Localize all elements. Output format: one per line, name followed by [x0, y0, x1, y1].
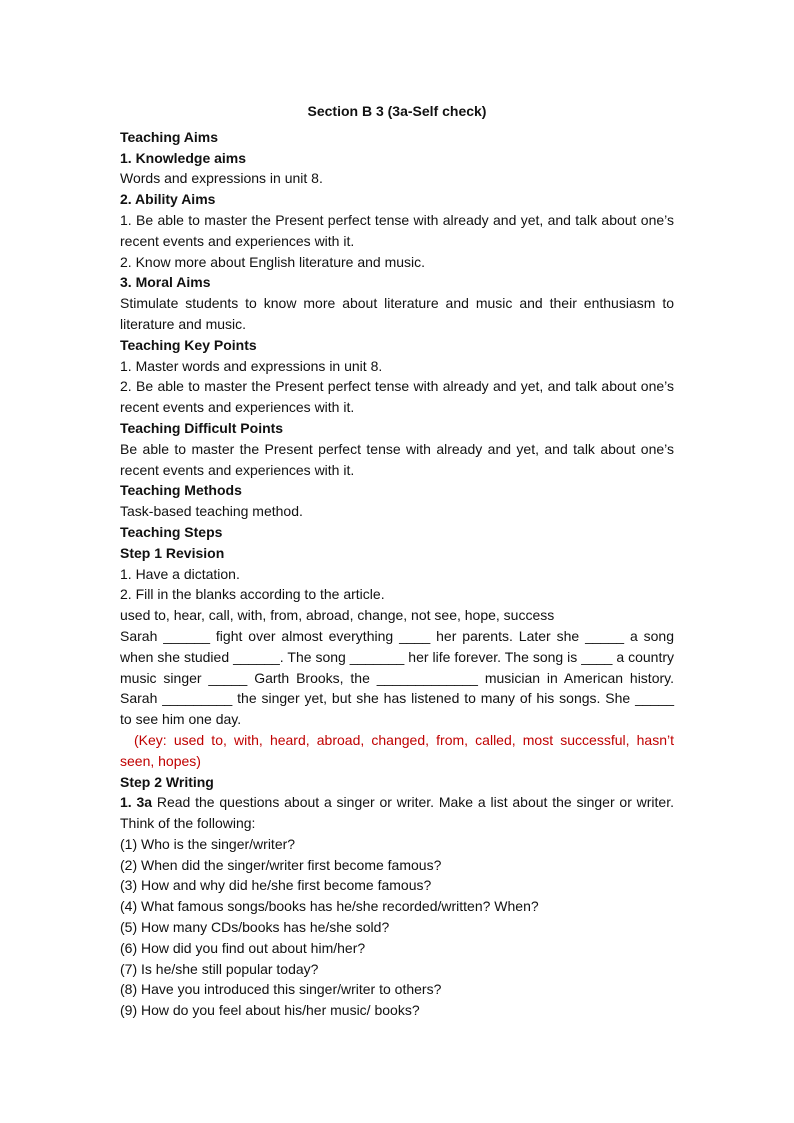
question-2: (2) When did the singer/writer first become famous?: [120, 856, 442, 873]
document-title: Section B 3 (3a-Self check): [307, 103, 487, 119]
answer-key: (Key: used to, with, heard, abroad, changed, from, called, most successful, hasn’t seen, hopes): [120, 731, 674, 769]
difficult-points-heading: Teaching Difficult Points: [120, 419, 284, 436]
step1-item-1: 1. Have a dictation.: [120, 565, 240, 582]
step2-intro: [120, 792, 674, 834]
fill-in-passage: Sarah ______ fight over almost everything ____ her parents. Later she _____ a song when she studied ______. The song _______ her life forever. The song is ____ a country music singer _____ Garth Brooks, the _____________ musician in American history. Sarah _________ the singer yet, but she has listened to many of his songs. She _____ to see him one day.: [120, 627, 674, 728]
ability-aims-item-2: 2. Know more about English literature and music.: [120, 253, 426, 270]
teaching-aims-heading: Teaching Aims: [120, 128, 219, 145]
step1-item-2: 2. Fill in the blanks according to the article.: [120, 586, 385, 603]
key-points-item-2: 2. Be able to master the Present perfect tense with already and yet, and talk about one’s recent events and experiences with it.: [120, 378, 674, 416]
question-8: (8) Have you introduced this singer/writer to others?: [120, 981, 442, 998]
question-4: (4) What famous songs/books has he/she recorded/written? When?: [120, 898, 539, 915]
step1-heading: Step 1 Revision: [120, 544, 225, 561]
step2-intro-text: Read the questions about a singer or writer. Make a list about the singer or writer. Think of the following:: [120, 794, 674, 832]
question-7: (7) Is he/she still popular today?: [120, 960, 319, 977]
question-9: (9) How do you feel about his/her music/ books?: [120, 1002, 420, 1019]
ability-aims-item-1: 1. Be able to master the Present perfect tense with already and yet, and talk about one’s recent events and experiences with it.: [120, 211, 674, 249]
question-3: (3) How and why did he/she first become famous?: [120, 877, 432, 894]
step2-heading: Step 2 Writing: [120, 773, 214, 790]
document-page: [120, 101, 674, 1021]
question-1: (1) Who is the singer/writer?: [120, 835, 296, 852]
step2-lead: 1. 3a: [120, 794, 153, 811]
knowledge-aims-text: Words and expressions in unit 8.: [120, 170, 323, 187]
question-5: (5) How many CDs/books has he/she sold?: [120, 919, 390, 936]
knowledge-aims-heading: 1. Knowledge aims: [120, 149, 247, 166]
moral-aims-text: Stimulate students to know more about literature and music and their enthusiasm to literature and music.: [120, 295, 674, 332]
key-points-item-1: 1. Master words and expressions in unit 8.: [120, 357, 383, 374]
teaching-methods-heading: Teaching Methods: [120, 482, 242, 499]
key-points-heading: Teaching Key Points: [120, 336, 257, 353]
question-6: (6) How did you find out about him/her?: [120, 939, 366, 956]
teaching-steps-heading: Teaching Steps: [120, 523, 223, 540]
moral-aims-heading: 3. Moral Aims: [120, 274, 211, 291]
word-bank: used to, hear, call, with, from, abroad, change, not see, hope, success: [120, 607, 555, 624]
difficult-points-text: Be able to master the Present perfect tense with already and yet, and talk about one’s recent events and experiences with it.: [120, 440, 674, 478]
teaching-methods-text: Task-based teaching method.: [120, 503, 303, 520]
ability-aims-heading: 2. Ability Aims: [120, 191, 216, 208]
